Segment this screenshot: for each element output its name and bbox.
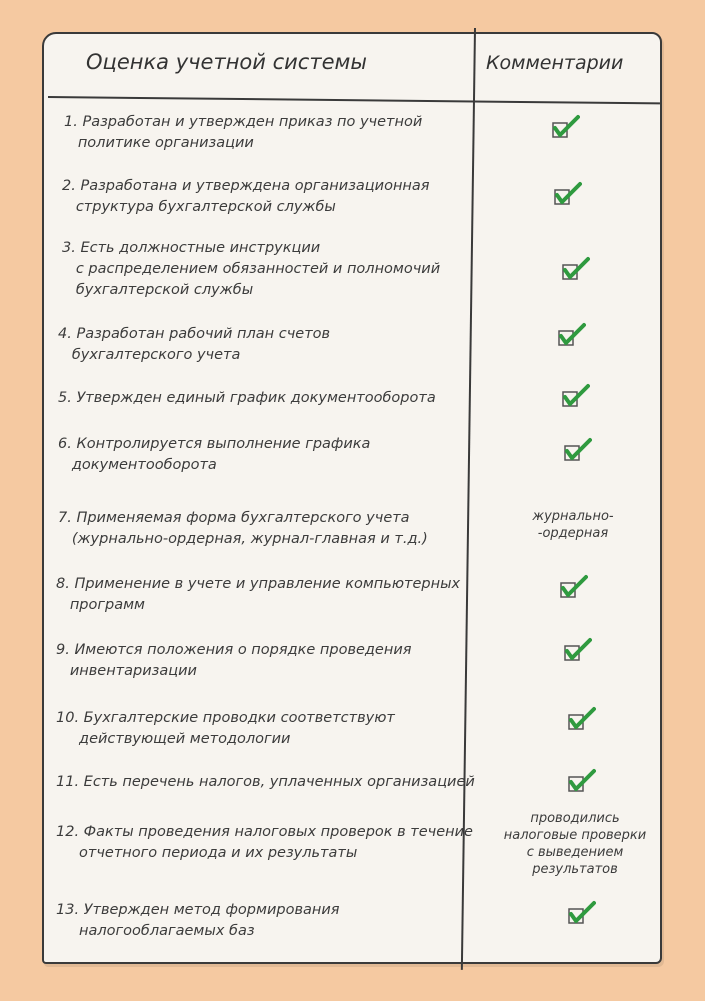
item-6-text: 6. Контролируется выполнение графика документооборота [58, 436, 371, 473]
checkbox-checked-icon [558, 574, 588, 600]
checkbox-checked-icon [556, 322, 586, 348]
checkbox-checked-icon [560, 383, 590, 409]
item-3-text: 3. Есть должностные инструкции с распределением обязанностей и полномочий бухгалтерской службы [62, 240, 441, 298]
checkbox-checked-icon [552, 181, 582, 207]
checkbox-checked-icon [562, 637, 592, 663]
item-1-text: 1. Разработан и утвержден приказ по учетной политике организации [64, 114, 423, 151]
item-2-text: 2. Разработана и утверждена организационная структура бухгалтерской службы [62, 178, 430, 215]
checkbox-checked-icon [562, 437, 592, 463]
item-8-text: 8. Применение в учете и управление компьютерных программ [56, 576, 461, 613]
item-12-text: 12. Факты проведения налоговых проверок в течение отчетного периода и их результаты [56, 824, 473, 861]
item-10-text: 10. Бухгалтерские проводки соответствуют действующей методологии [56, 710, 395, 747]
item-12-comment: проводились налоговые проверки с выведением результатов [503, 811, 647, 877]
column-header-comments: Комментарии [486, 52, 624, 74]
item-4-text: 4. Разработан рабочий план счетов бухгалтерского учета [58, 326, 331, 363]
item-7-text: 7. Применяемая форма бухгалтерского учета (журнально-ордерная, журнал-главная и т.д.) [58, 510, 428, 547]
item-9-text: 9. Имеются положения о порядке проведения инвентаризации [56, 642, 412, 679]
item-7-comment: журнально- -ордерная [532, 509, 614, 541]
column-header-assessment: Оценка учетной системы [86, 50, 367, 74]
checkbox-checked-icon [566, 900, 596, 926]
checkbox-checked-icon [566, 768, 596, 794]
checkbox-checked-icon [550, 114, 580, 140]
checkbox-checked-icon [560, 256, 590, 282]
item-5-text: 5. Утвержден единый график документооборота [58, 390, 436, 406]
item-11-text: 11. Есть перечень налогов, уплаченных организацией [56, 774, 475, 790]
checkbox-checked-icon [566, 706, 596, 732]
item-13-text: 13. Утвержден метод формирования налогооблагаемых баз [56, 902, 340, 939]
